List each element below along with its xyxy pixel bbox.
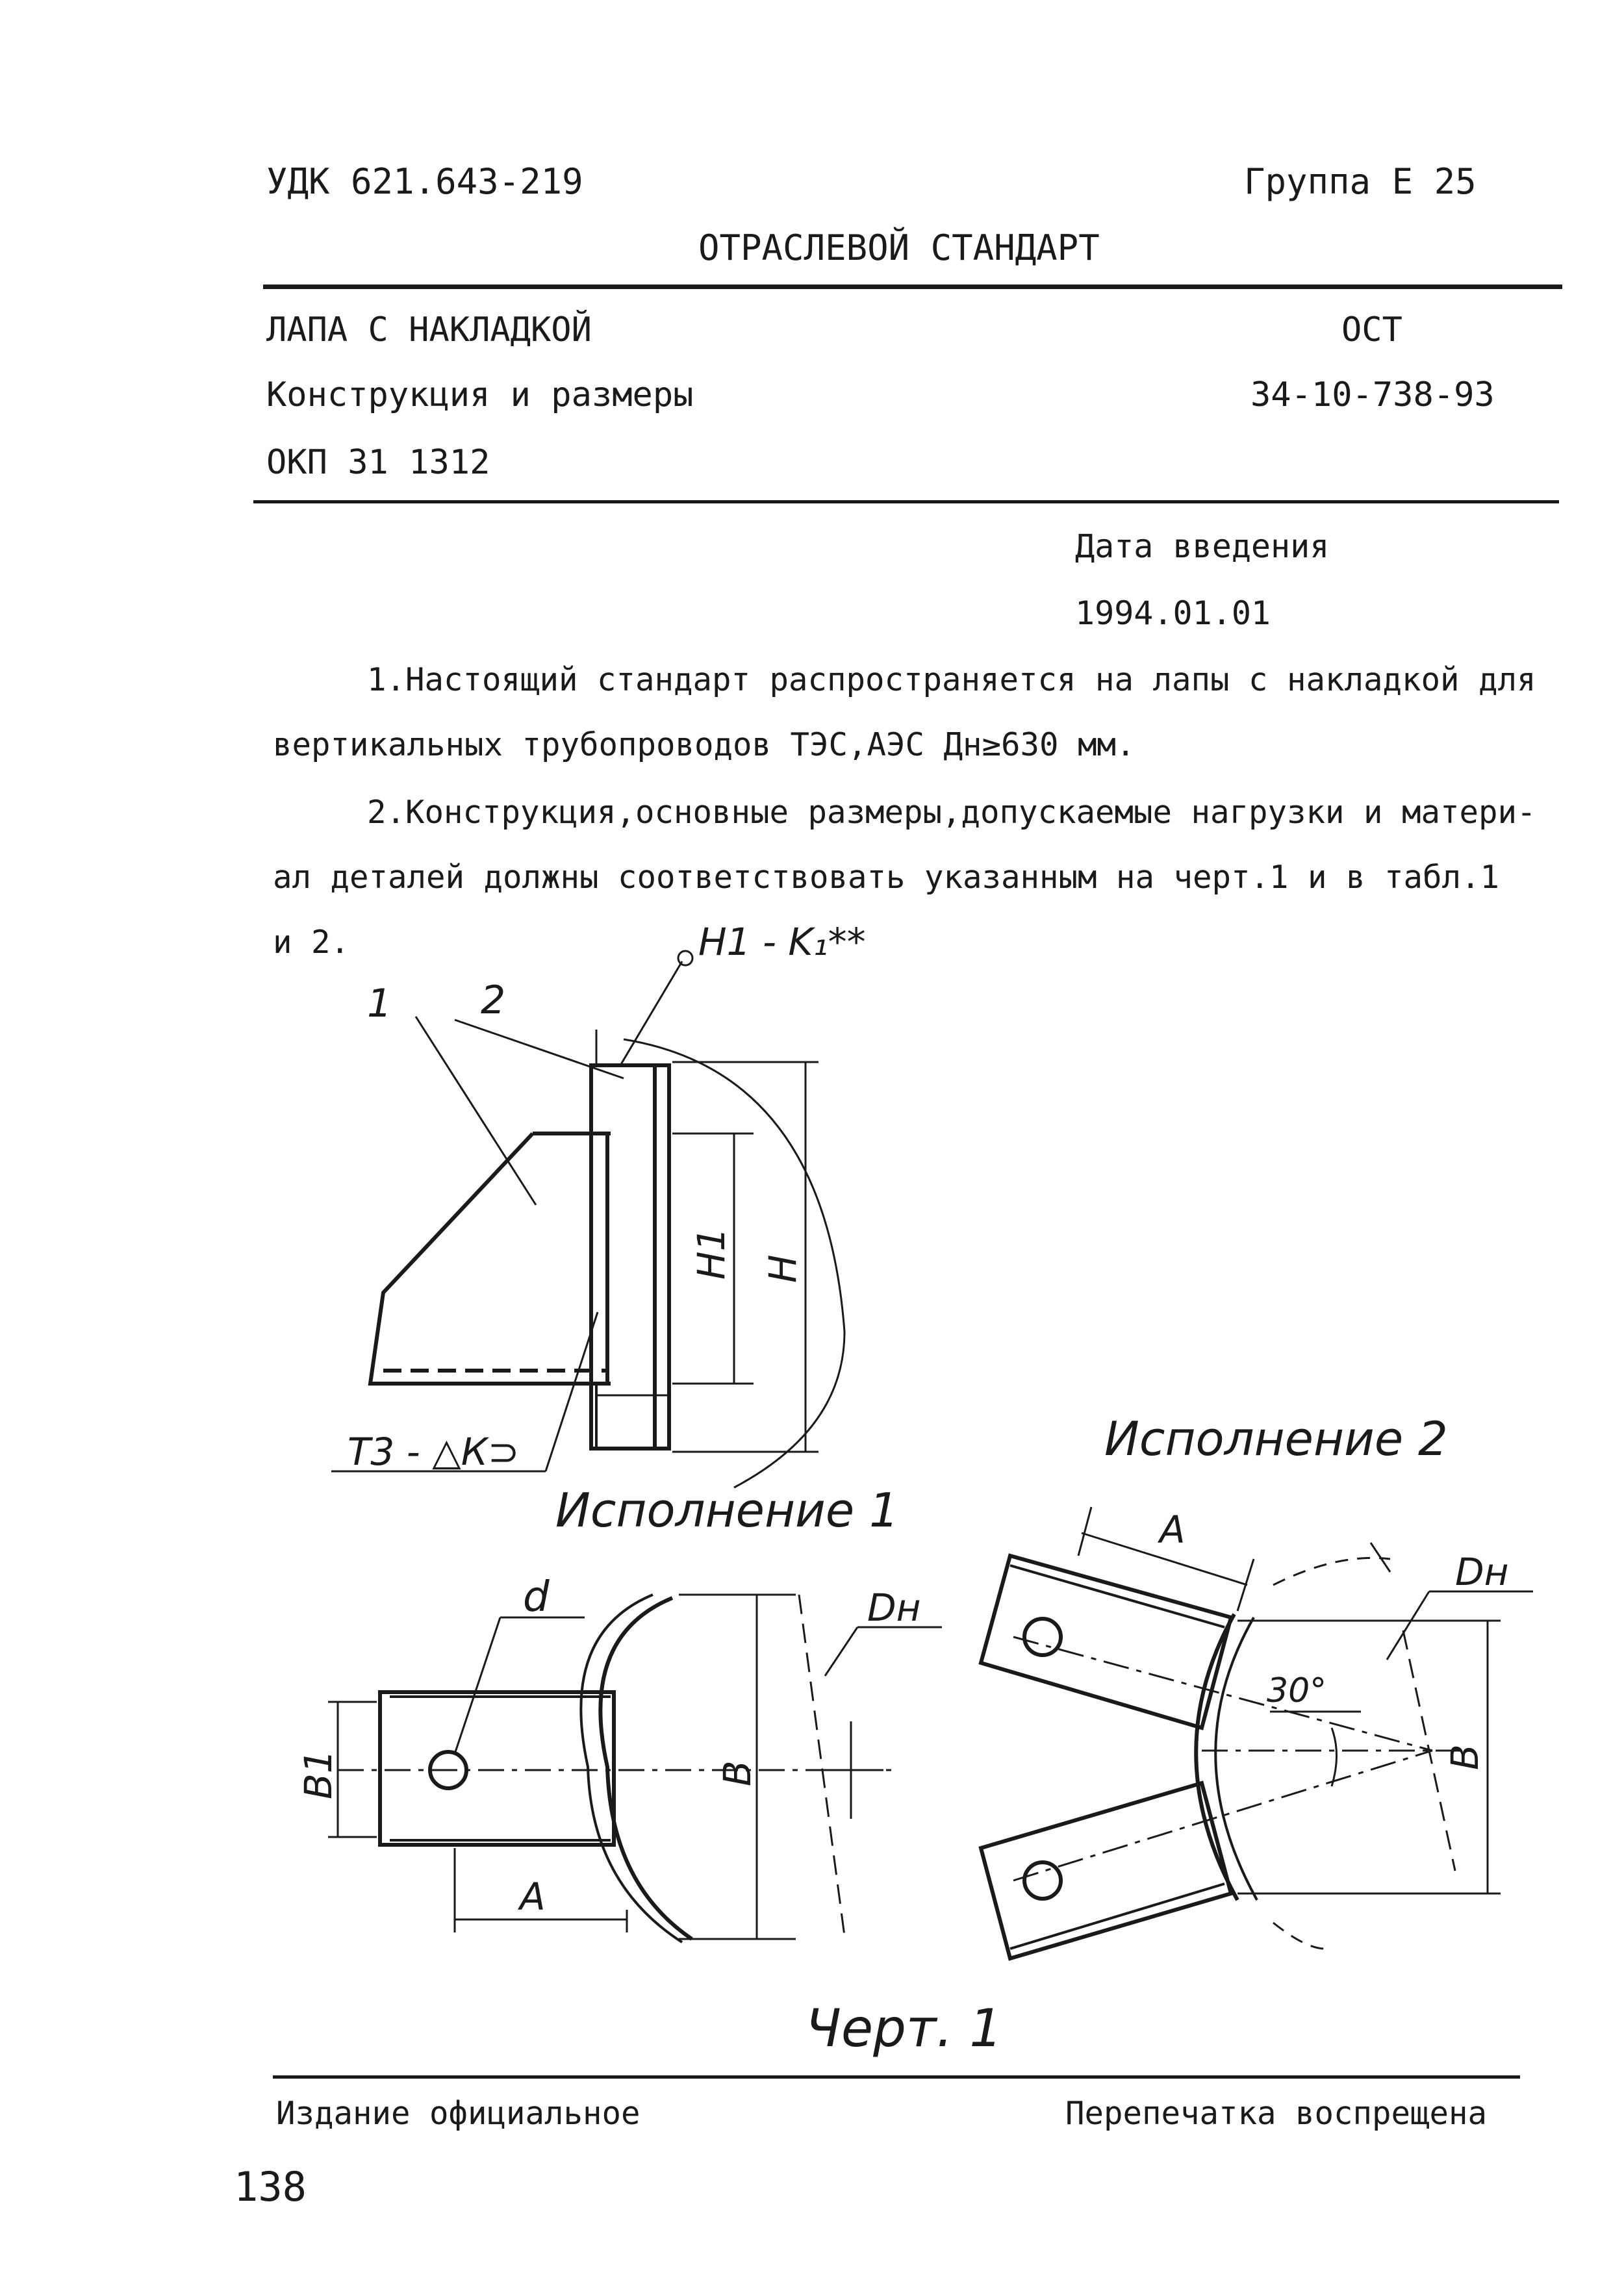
paragraph-2-line-2: ал деталей должны соответствовать указанным на черт.1 и в табл.1 — [273, 859, 1500, 896]
date-value: 1994.01.01 — [1075, 594, 1271, 632]
paragraph-2-line-1: 2.Конструкция,основные размеры,допускаемые нагрузки и матери- — [367, 794, 1536, 831]
date-label: Дата введения — [1075, 527, 1330, 565]
udk-code: УДК 621.643-219 — [266, 161, 583, 202]
footer-official-edition: Издание официальное — [276, 2095, 641, 2132]
footer-reprint-prohibited: Перепечатка воспрещена — [1065, 2095, 1488, 2132]
ost-number: 34-10-738-93 — [1250, 375, 1495, 414]
standard-type: ОТРАСЛЕВОЙ СТАНДАРТ — [698, 227, 1100, 268]
dim-dn-label-2: Dн — [1455, 1550, 1509, 1594]
dim-h1-label: Н1 — [689, 1227, 733, 1280]
group-code: Группа Е 25 — [1244, 161, 1477, 202]
variant-1-title: Исполнение 1 — [555, 1483, 899, 1538]
side-view-paw — [370, 1134, 611, 1384]
dim-b-label-1: B — [715, 1760, 759, 1786]
document-subtitle: Конструкция и размеры — [266, 375, 694, 414]
dim-b1-label: B1 — [296, 1749, 340, 1799]
document-title: ЛАПА С НАКЛАДКОЙ — [266, 310, 592, 349]
weld-label-top: Н1 - K₁** — [698, 920, 866, 964]
variant-1-view — [328, 1595, 942, 1942]
side-view-pad — [591, 1030, 669, 1449]
dim-d-label: d — [523, 1573, 550, 1621]
dim-h-label: Н — [761, 1254, 805, 1283]
page-number: 138 — [234, 2163, 307, 2210]
footer-rule — [273, 2075, 1520, 2079]
dim-a-label-2: A — [1160, 1508, 1186, 1552]
dim-b-label-2: B — [1443, 1744, 1487, 1770]
variant-2-title: Исполнение 2 — [1104, 1412, 1448, 1466]
dim-a-label-1: A — [520, 1875, 546, 1919]
angle-label: 30° — [1267, 1671, 1327, 1710]
paragraph-2-line-3: и 2. — [273, 924, 350, 961]
ost-label: ОСТ — [1341, 310, 1402, 349]
part-label-2: 2 — [481, 978, 506, 1023]
okp-code: ОКП 31 1312 — [266, 443, 490, 482]
paragraph-1-line-2: вертикальных трубопроводов ТЭС,АЭС Дн≥630 мм. — [273, 726, 1136, 763]
paragraph-1-line-1: 1.Настоящий стандарт распространяется на лапы с накладкой для — [367, 661, 1536, 698]
drawing-caption: Черт. 1 — [806, 1998, 1003, 2058]
dim-dn-label-1: Dн — [867, 1586, 921, 1630]
variant-2-view — [981, 1507, 1533, 1958]
weld-label-bottom: Т3 - △К⊃ — [348, 1430, 520, 1474]
part-label-1: 1 — [367, 981, 392, 1026]
